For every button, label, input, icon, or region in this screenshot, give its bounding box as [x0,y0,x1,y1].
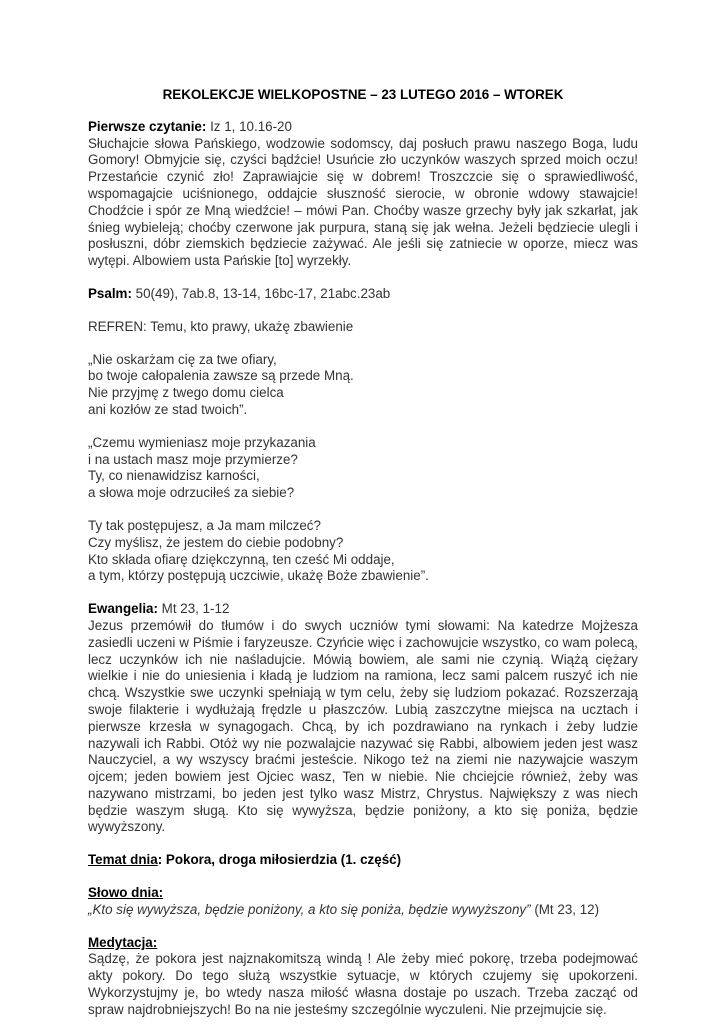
verse-line: Nie przyjmę z twego domu cielca [88,385,284,401]
psalm-heading [88,286,638,303]
word-ref: (Mt 23, 12) [530,901,600,917]
first-reading-label: Pierwsze czytanie: [88,118,207,134]
verse-line: a słowa moje odrzuciłeś za siebie? [88,485,295,501]
theme-label: Temat dnia [88,852,158,868]
verse-line: i na ustach masz moje przymierze? [88,451,298,467]
verse-line: Ty, co nienawidzisz karności, [88,468,260,484]
word-label: Słowo dnia: [88,885,164,901]
verse-line: Czy myślisz, że jestem do ciebie podobny? [88,534,344,550]
gospel-text: Jezus przemówił do tłumów i do swych uczniów tymi słowami: Na katedrze Mojżesza zasiedli uczeni w Piśmie i faryzeusze. Czyńcie więc i zachowujcie wszystko, co wam polecą, lecz uczynków ich nie naśladujcie. Mówią bowiem, ale sami nie czynią. Wiążą ciężary wielkie i nie do uniesienia i kładą je ludziom na ramiona, lecz sami palcem ruszyć ich nie chcą. Wszystkie swe uczynki spełniają w tym celu, żeby się ludziom pokazać. Rozszerzają swoje filakterie i wydłużają frędzle u płaszczów. Lubią zaszczytne miejsca na ucztach i pierwsze krzesła w synagogach. Chcą, by ich pozdrawiano na rynkach i żeby ludzie nazywali ich Rabbi. Otóż wy nie pozwalajcie nazywać się Rabbi, albowiem jeden jest wasz Nauczyciel, a wy wszyscy braćmi jesteście. Nikogo też na ziemi nie nazywajcie waszym ojcem; jeden bowiem jest Ojciec wasz, Ten w niebie. Nie chciejcie również, żeby was nazywano mistrzami, bo jeden jest tylko wasz Mistrz, Chrystus. Największy z was niech będzie waszym sługą. Kto się wywyższa, będzie poniżony, a kto się poniża, będzie wywyższony. [88,617,638,835]
first-reading-ref: Iz 1, 10.16-20 [206,118,292,134]
verse-line: a tym, którzy postępują uczciwie, ukażę Boże zbawienie”. [88,568,429,584]
word-quote: „Kto się wywyższa, będzie poniżony, a kto się poniża, będzie wywyższony” [88,901,531,917]
first-reading-section [88,119,638,270]
psalm-stanza [88,352,638,419]
psalm-stanza [88,435,638,502]
word-section [88,885,638,919]
verse-line: ani kozłów ze stad twoich”. [88,401,248,417]
meditation-text: Sądzę, że pokora jest najznakomitszą windą ! Ale żeby mieć pokorę, trzeba podejmować akty pokory. Do tego służą wszystkie sytuacje, w których czujemy się upokorzeni. Wykorzystujmy je, bo wtedy nasza miłość własna dostaje po uszach. Trzeba zacząć od spraw najdrobniejszych! Bo na nie jesteśmy szczególnie wyczuleni. Nie przejmujcie się. [88,951,638,1017]
psalm-label: Psalm: [88,285,132,301]
gospel-ref: Mt 23, 1-12 [157,601,230,617]
psalm-stanza [88,518,638,585]
verse-line: Kto składa ofiarę dziękczynną, ten cześć Mi oddaje, [88,551,395,567]
psalm-ref: 50(49), 7ab.8, 13-14, 16bc-17, 21abc.23ab [131,285,391,301]
meditation-label: Medytacja: [88,934,158,950]
gospel-label: Ewangelia: [88,601,158,617]
psalm-refrain: REFREN: Temu, kto prawy, ukażę zbawienie [88,318,354,334]
verse-line: „Nie oskarżam cię za twe ofiary, [88,351,277,367]
theme-section [88,852,638,869]
verse-line: „Czemu wymieniasz moje przykazania [88,434,316,450]
first-reading-text: Słuchajcie słowa Pańskiego, wodzowie sodomscy, daj posłuch prawu naszego Boga, ludu Gomory! Obmyjcie się, czyści bądźcie! Usuńcie zło uczynków waszych sprzed moich oczu! Przestańcie czynić zło! Zaprawiajcie się w dobrem! Troszczcie się o sprawiedliwość, wspomagajcie uciśnionego, oddajcie słuszność sierocie, w obronie wdowy stawajcie! Chodźcie i spór ze Mną wiedźcie! – mówi Pan. Choćby wasze grzechy były jak szkarłat, jak śnieg wybieleją; choćby czerwone jak purpura, staną się jak wełna. Jeżeli będziecie ulegli i posłuszni, dóbr ziemskich będziecie zażywać. Ale jeśli się zatniecie w oporze, miecz was wytępi. Albowiem usta Pańskie [to] wyrzekły. [88,135,638,269]
document-title: REKOLEKCJE WIELKOPOSTNE – 23 LUTEGO 2016 – WTOREK [162,87,564,102]
theme-text: : Pokora, droga miłosierdzia (1. część) [157,852,402,868]
meditation-section [88,935,638,1019]
document-body [88,87,638,1035]
verse-line: bo twoje całopalenia zawsze są przede Mną. [88,368,354,384]
gospel-section [88,601,638,836]
verse-line: Ty tak postępujesz, a Ja mam milczeć? [88,517,321,533]
